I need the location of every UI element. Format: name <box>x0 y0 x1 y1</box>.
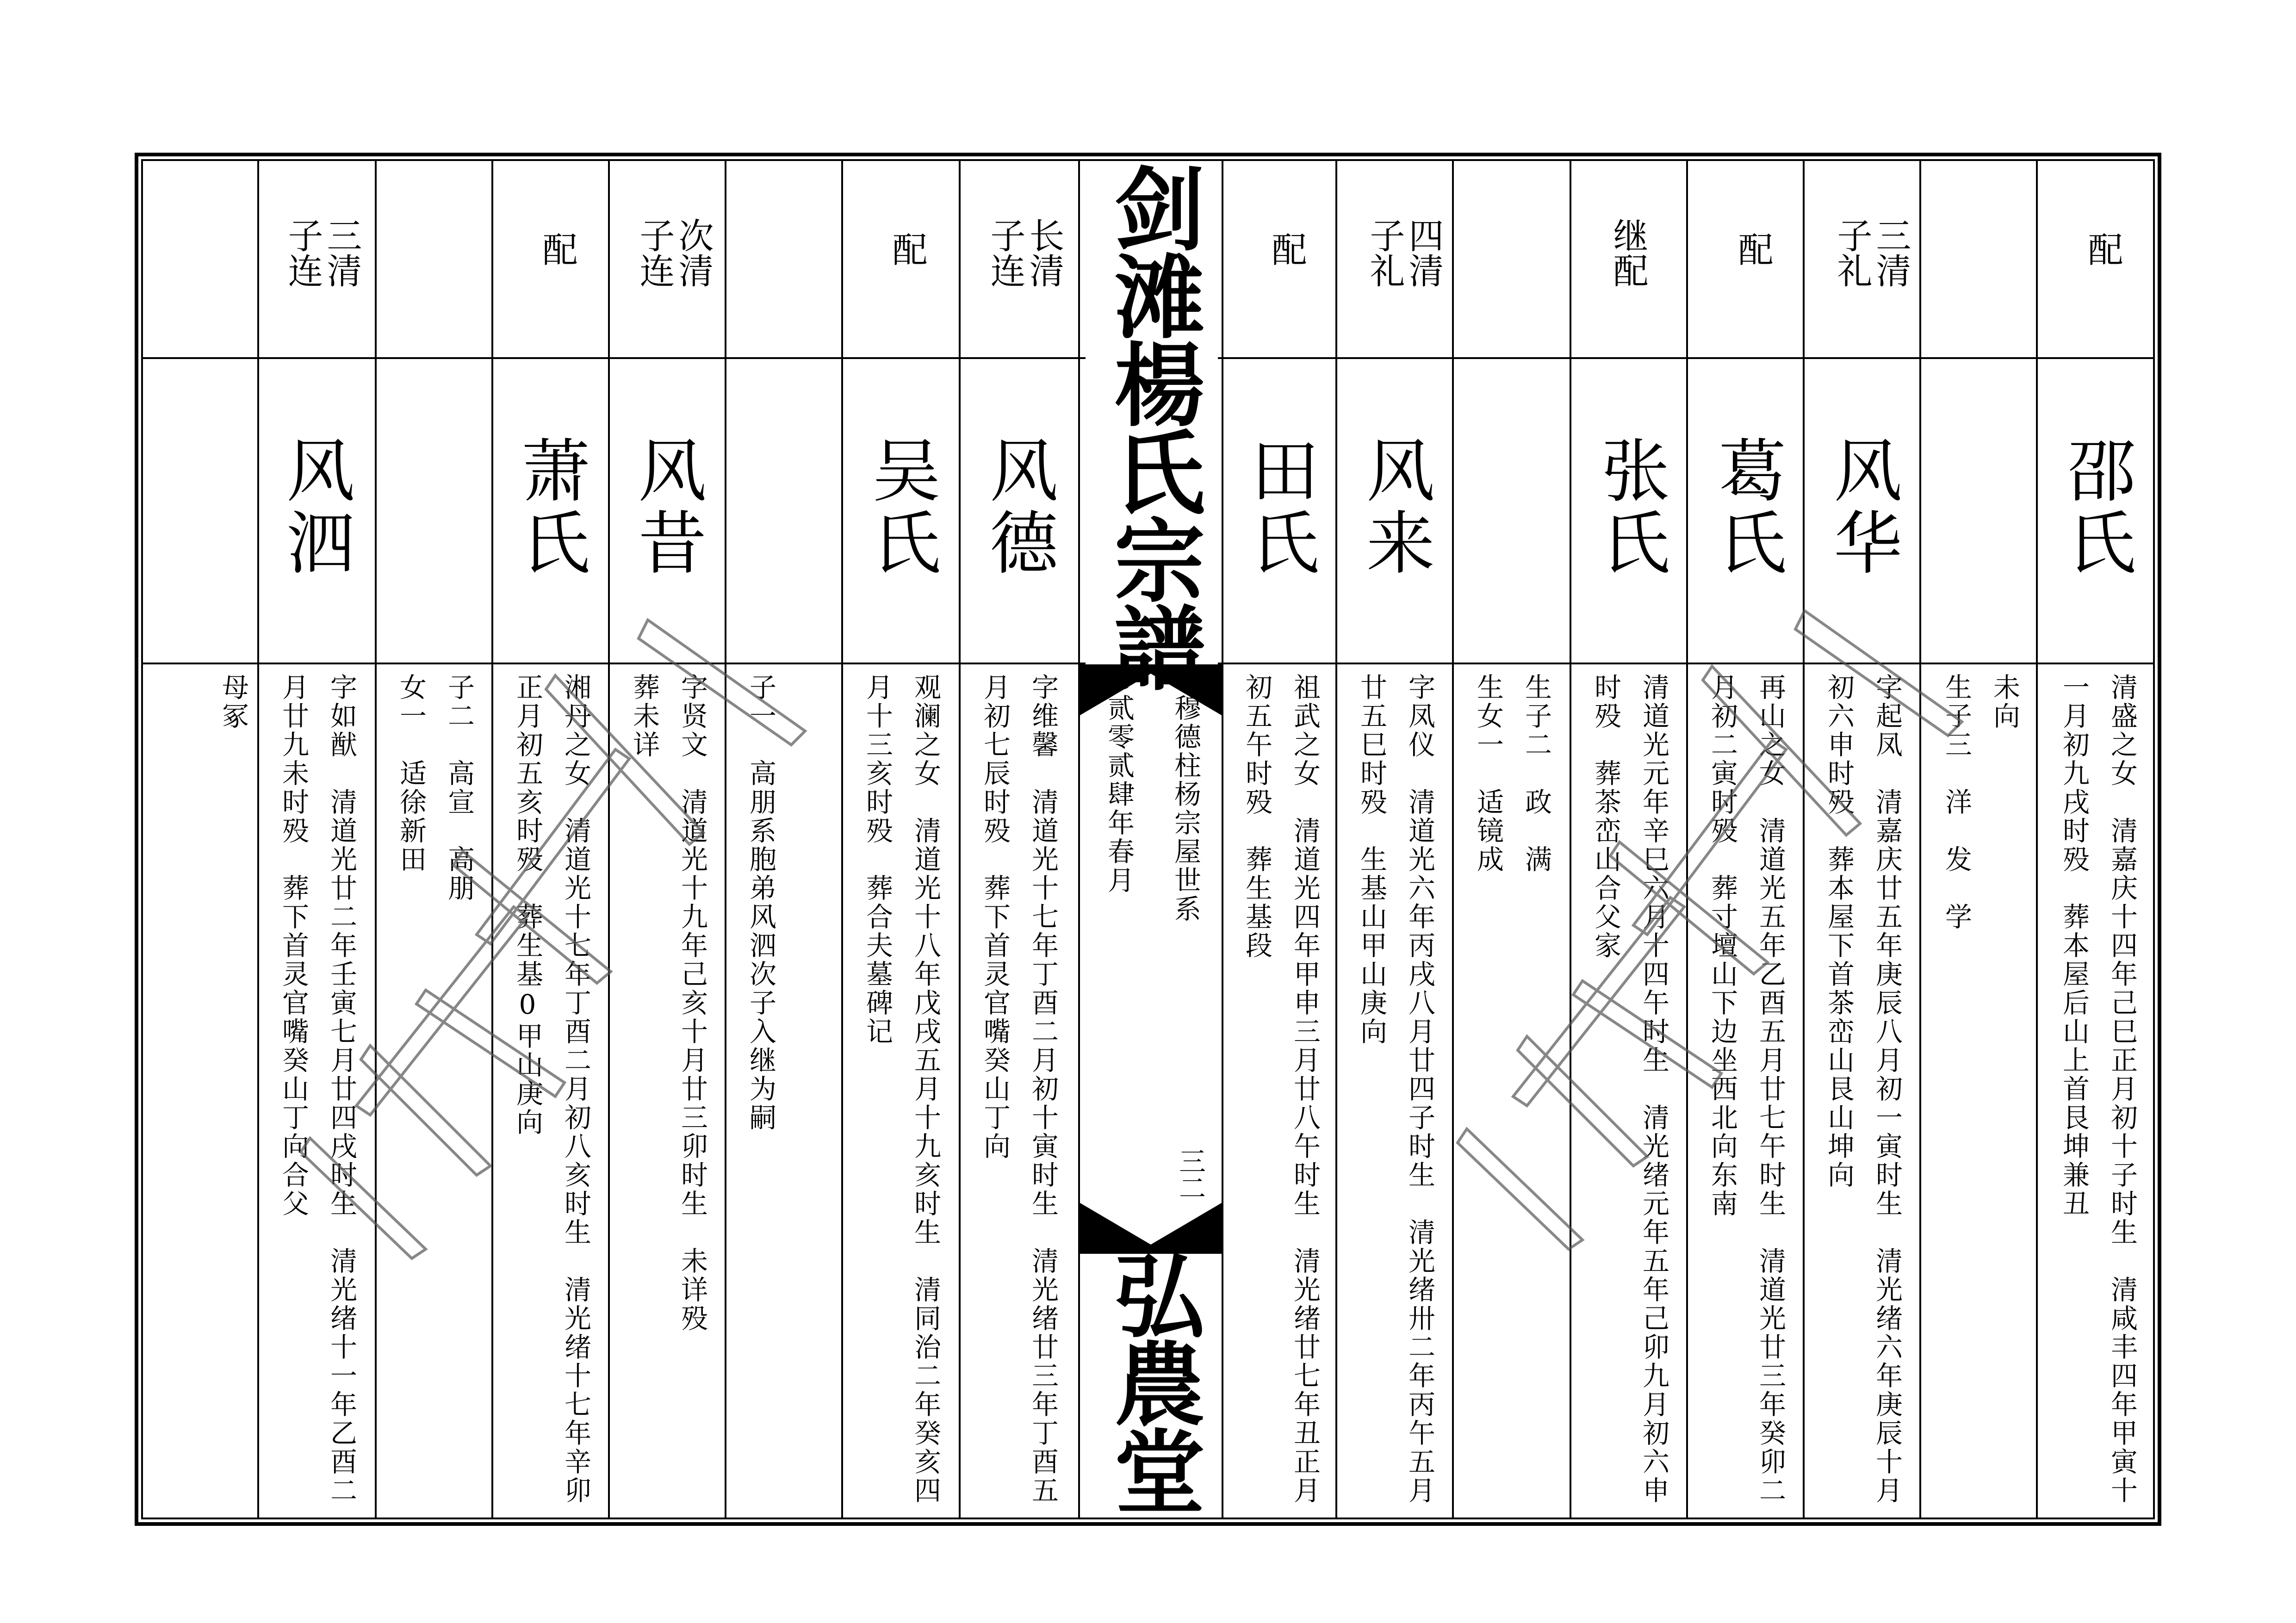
row-divider-top-left <box>141 357 1086 359</box>
spine-page-number: 三二 <box>1174 1147 1206 1201</box>
spine-right-line <box>1222 159 1223 1519</box>
col-line <box>375 159 377 1519</box>
person-detail: 生子二 政 满 生女一 适镜成 <box>1472 673 1552 874</box>
person-name: 风泗 <box>275 435 355 579</box>
person-detail: 湘丹之女 清道光十七年丁酉二月初八亥时生 清光绪十七年辛卯正月初五亥时殁 葬生基0甲山庚向 <box>512 673 591 1505</box>
col-line <box>608 159 610 1519</box>
person-name: 吴氏 <box>861 435 941 579</box>
person-detail: 清盛之女 清嘉庆十四年己巳正月初十子时生 清咸丰四年甲寅十一月初九戌时殁 葬本屋后山上首艮坤兼丑 <box>2058 673 2138 1505</box>
row-divider-mid-left <box>141 663 1086 664</box>
spine-title: 剑滩楊氏宗譜 <box>1099 162 1204 689</box>
col-line <box>1452 159 1454 1519</box>
person-detail: 字贤文 清道光十九年己亥十月廿三卯时生 未详殁 葬未详 <box>628 673 708 1333</box>
col-line <box>2036 159 2038 1519</box>
col-line <box>725 159 726 1519</box>
relation-label: 次清子连 <box>634 217 714 288</box>
person-detail: 字起凤 清嘉庆廿五年庚辰八月初一寅时生 清光绪六年庚辰十月初六申时殁 葬本屋下首茶峦山艮山坤向 <box>1823 673 1903 1505</box>
spine-date: 贰零贰肆年春月 <box>1103 694 1135 895</box>
person-name: 葛氏 <box>1707 435 1787 579</box>
person-detail: 观澜之女 清道光十八年戊戌五月十九亥时生 清同治二年癸亥四月十三亥时殁 葬合夫墓碑记 <box>862 673 941 1505</box>
person-detail: 未向 生子三 洋 发 学 <box>1941 673 2020 931</box>
person-name: 萧氏 <box>510 435 590 579</box>
person-detail: 母冢 <box>217 673 249 731</box>
person-detail: 祖武之女 清道光四年甲申三月廿八午时生 清光绪廿七年丑正月初五午时殁 葬生基段 <box>1241 673 1321 1505</box>
person-name: 田氏 <box>1240 435 1319 579</box>
col-line <box>1335 159 1337 1519</box>
relation-label: 配 <box>1732 231 1774 266</box>
spine-compiler: 穆德柱杨宗屋世系 <box>1170 694 1201 923</box>
spine-hall-name: 弘農堂 <box>1099 1249 1204 1513</box>
person-name: 风来 <box>1355 435 1435 579</box>
relation-label: 长清子连 <box>985 217 1065 288</box>
person-detail: 字凤仪 清道光六年丙戌八月廿四子时生 清光绪卅二年丙午五月廿五巳时殁 生基山甲山庚向 <box>1356 673 1435 1505</box>
col-line <box>257 159 259 1519</box>
col-line <box>1803 159 1805 1519</box>
person-detail: 清道光元年辛巳六月十四午时生 清光绪元年五年己卯九月初六申时殁 葬茶峦山合父家 <box>1590 673 1669 1505</box>
relation-label: 三清子礼 <box>1831 217 1911 288</box>
person-detail: 子一 高朋系胞弟风泗次子入继为嗣 <box>745 673 776 1132</box>
person-name: 风昔 <box>627 435 707 579</box>
col-line <box>1919 159 1921 1519</box>
col-line <box>491 159 493 1519</box>
spine-left-line <box>1078 159 1080 1519</box>
relation-label: 四清子礼 <box>1364 217 1444 288</box>
col-line <box>841 159 843 1519</box>
relation-label: 配 <box>537 231 578 266</box>
col-line <box>959 159 961 1519</box>
person-detail: 字维馨 清道光十七年丁酉二月初十寅时生 清光绪廿三年丁酉五月初七辰时殁 葬下首灵官嘴癸山丁向 <box>979 673 1059 1505</box>
col-line <box>1686 159 1688 1519</box>
person-detail: 再山之女 清道光五年乙酉五月廿七午时生 清道光廿三年癸卯二月初二寅时殁 葬寸壇山下边坐西北向东南 <box>1706 673 1786 1505</box>
person-name: 风华 <box>1823 435 1902 579</box>
relation-label: 配 <box>2082 231 2123 266</box>
col-line <box>1570 159 1571 1519</box>
person-name: 邵氏 <box>2056 435 2136 579</box>
person-name: 张氏 <box>1590 435 1670 579</box>
relation-label: 配 <box>1266 231 1307 266</box>
person-detail: 字如猷 清道光廿二年壬寅七月廿四戌时生 清光绪十一年乙酉二月廿九未时殁 葬下首灵官嘴癸山丁向合父 <box>278 673 357 1505</box>
person-name: 风德 <box>979 435 1058 579</box>
person-detail: 子二 高宣 高朋 女一 适徐新田 <box>395 673 475 903</box>
relation-label: 配 <box>887 231 928 266</box>
relation-label: 三清子连 <box>282 217 362 288</box>
relation-label: 继配 <box>1607 217 1649 288</box>
